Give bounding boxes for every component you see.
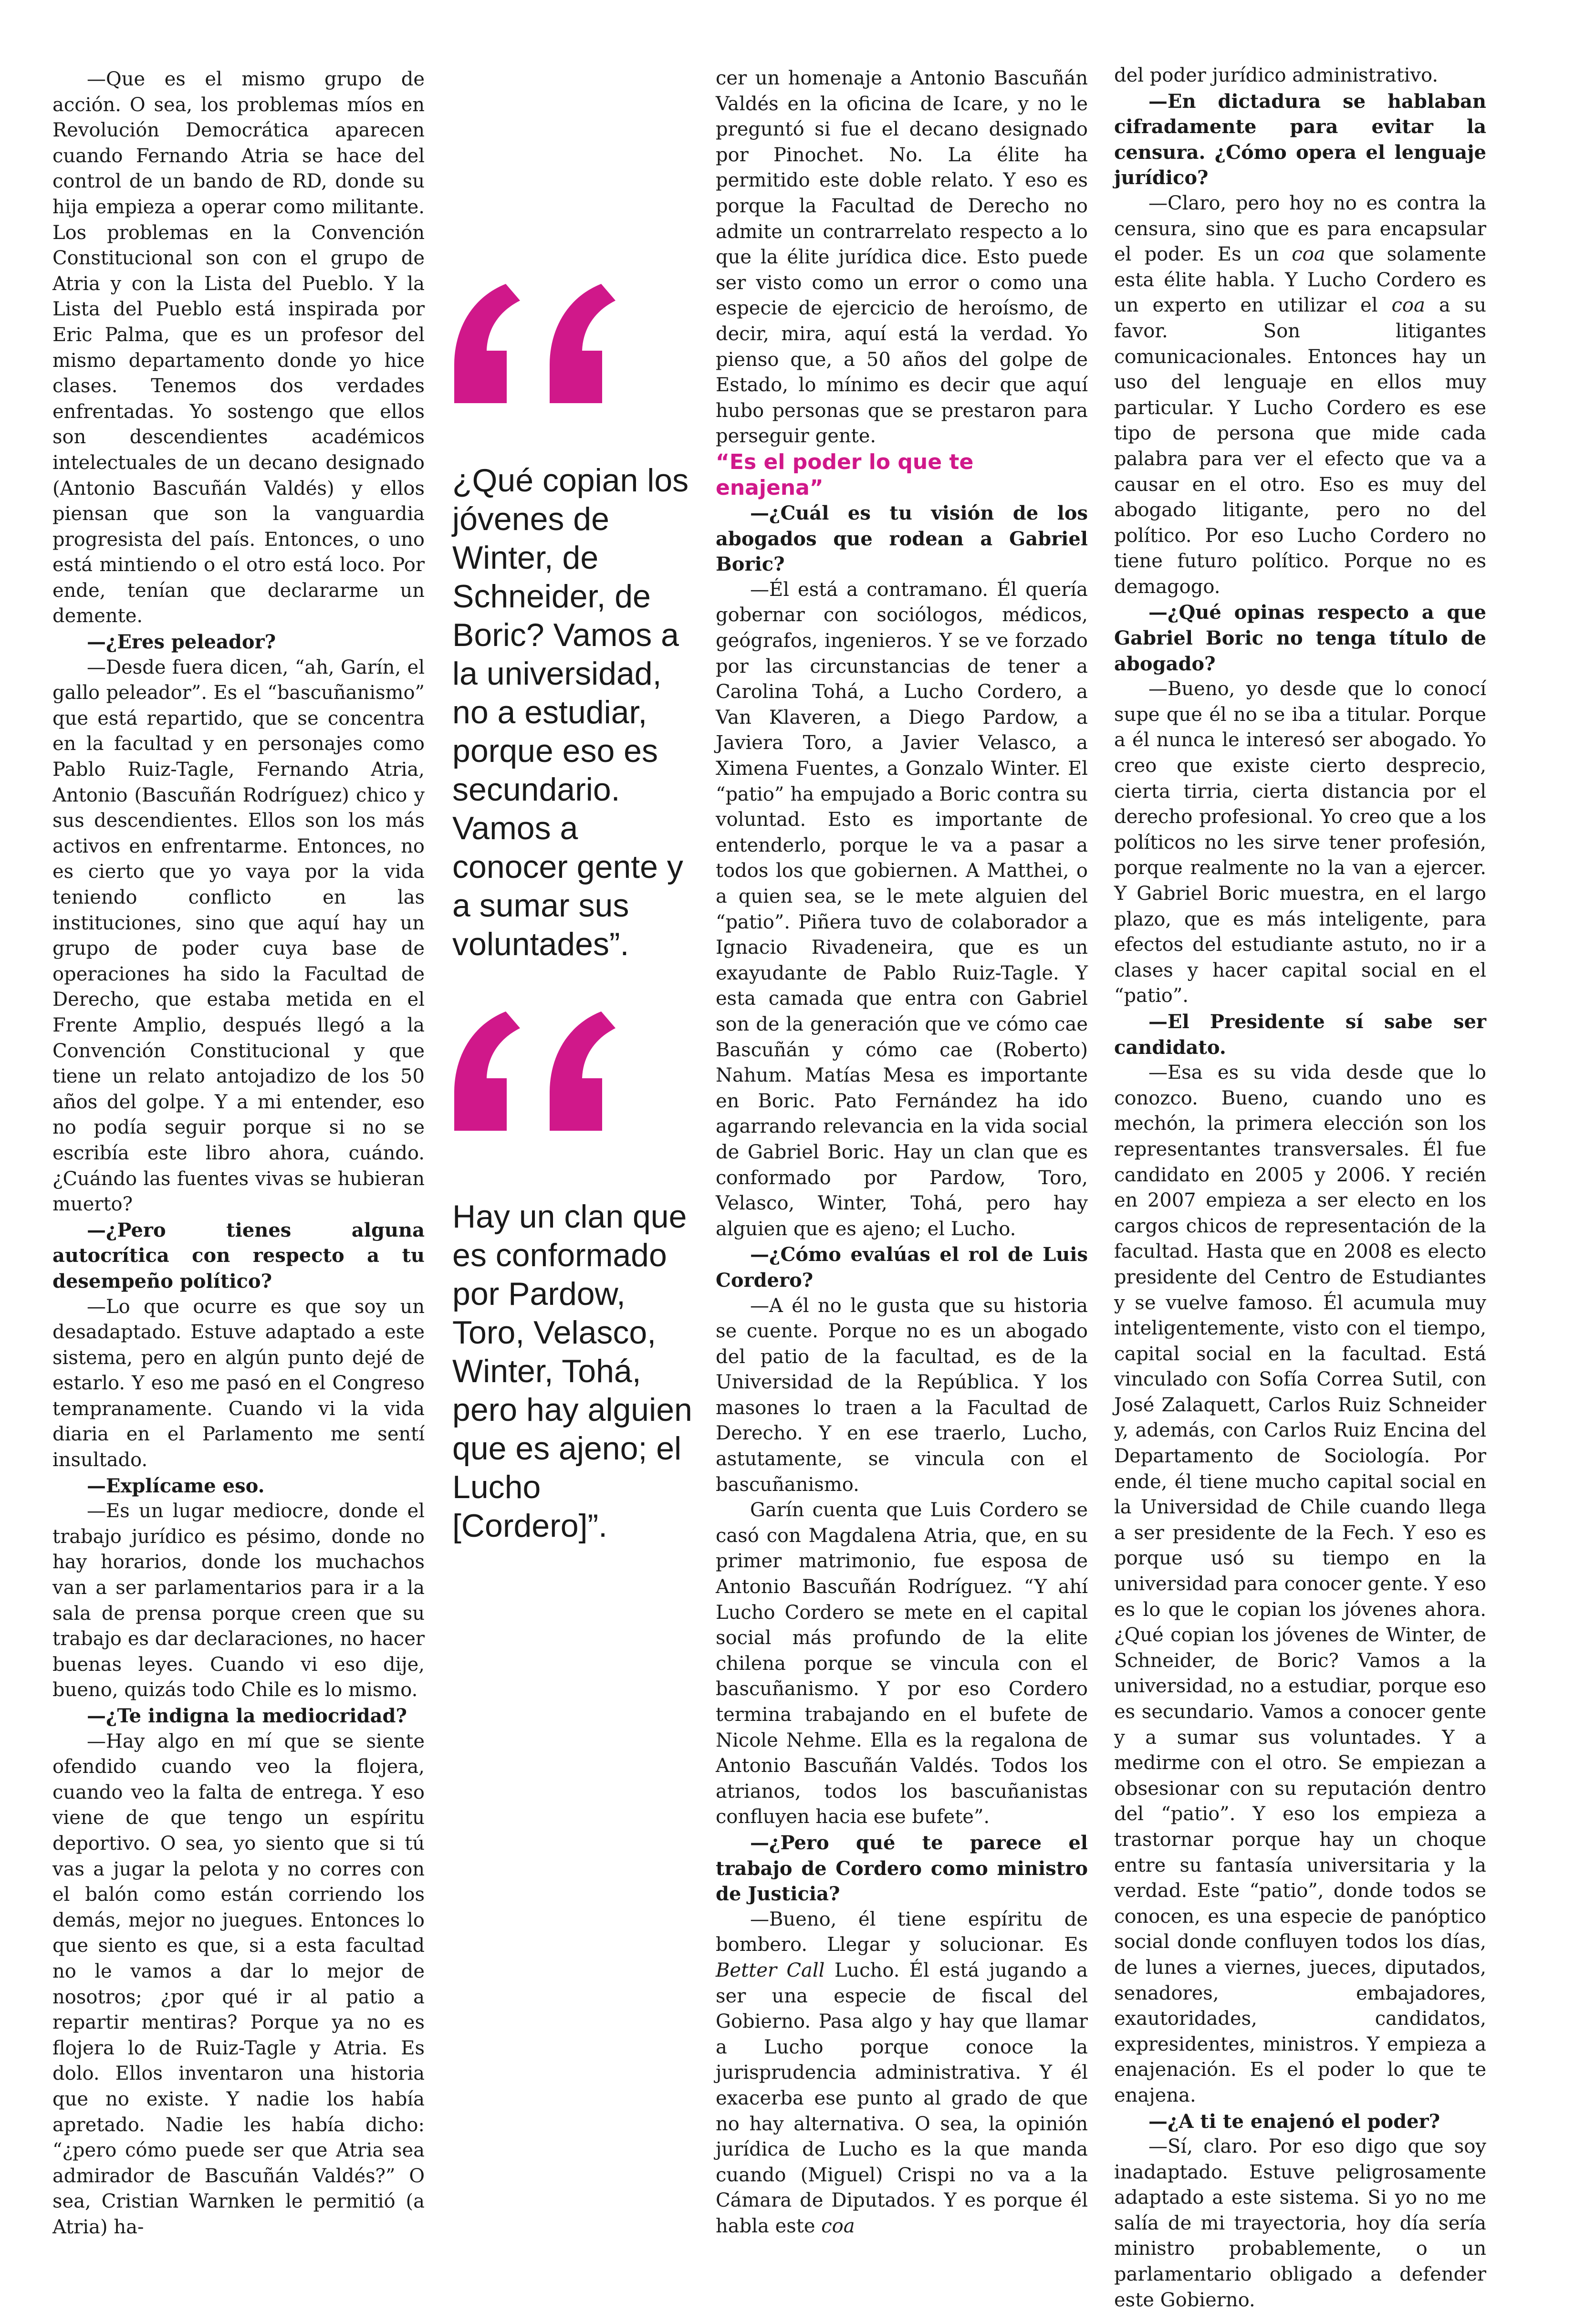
interview-question: —Explícame eso. [87, 1474, 265, 1497]
interview-question: —En dictadura se hablaban cifradamente para evitar la censura. ¿Cómo opera el lenguaje jurídico? [1114, 90, 1486, 189]
continued-paragraph: del poder jurídico administrativo. [1114, 64, 1439, 86]
interview-question: —El Presidente sí sabe ser candidato. [1114, 1010, 1486, 1059]
body-paragraph: —Bueno, yo desde que lo conocí supe que él no se iba a titular. Porque a él nunca le interesó ser abogado. Yo creo que existe cierto desprecio, cierta tirria, cierta distancia por el derecho profesional. Yo creo que a los políticos no les sirve tener profesión, porque realmente no la van a ejercer. Y Gabriel Boric muestra, en el largo plazo, que es más inteligente, para efectos del estudiante astuto, no ir a clases y hacer capital social en el “patio”. [1114, 678, 1486, 1007]
section-subheading: “Es el poder lo que te enajena” [716, 449, 974, 500]
quote-mark-icon [449, 1007, 620, 1136]
paragraph-text: Lucho. Él está jugando a ser una especie de fiscal del Gobierno. Pasa algo y hay que llamar a Lucho porque conoce la jurisprudencia administrativa. Y él exacerba ese punto al grado de que no hay alternativa. O sea, la opinión jurídica de Lucho es la que manda cuando (Miguel) Crispi no va a la Cámara de Diputados. Y es porque él habla este [716, 1959, 1088, 2237]
body-paragraph: —Él está a contramano. Él quería gobernar con sociólogos, médicos, geógrafos, ingenieros. Y se ve forzado por las circunstancias de tener a Carolina Tohá, a Lucho Cordero, a Van Klaveren, a Diego Pardow, a Javiera Toro, a Javier Velasco, a Ximena Fuentes, a Gonzalo Winter. El “patio” ha empujado a Boric contra su voluntad. Esto es importante de entenderlo, porque le va a pasar a todos los que gobiernen. A Matthei, o a quien sea, se le mete alguien del “patio”. Piñera tuvo de colaborador a Ignacio Rivadeneira, que es un exayudante de Pablo Ruiz-Tagle. Y esta camada que entra con Gabriel son de la generación que ve cómo cae Bascuñán y cómo cae (Roberto) Nahum. Matías Mesa es importante en Boric. Pato Fernández ha ido agarrando relevancia en la vida social de Gabriel Boric. Hay un clan que es conformado por Pardow, Toro, Velasco, Winter, Tohá, pero hay alguien que es ajeno; el Lucho. [716, 578, 1088, 1240]
interview-question: —¿A ti te enajenó el poder? [1148, 2110, 1440, 2133]
paragraph-text: a su favor. Son litigantes comunicacionales. Entonces hay un uso del lenguaje en ellos muy particular. Y Lucho Cordero es ese tipo de persona que mide cada palabra para ver el efecto que va a causar en el otro. Eso es muy del abogado litigante, pero no del político. Por eso Lucho Cordero no tiene futuro político. Porque no es demagogo. [1114, 294, 1486, 598]
article-column-1 [52, 67, 425, 2240]
paragraph-text: —Bueno, él tiene espíritu de bombero. Llegar y solucionar. Es [716, 1908, 1088, 1956]
body-paragraph: —Esa es su vida desde que lo conozco. Bueno, cuando uno es mechón, la primera elección son los representantes transversales. Él fue candidato en 2005 y 2006. Y recién en 2007 empieza a ser electo en los cargos chicos de representación de la facultad. Hasta que en 2008 es electo presidente del Centro de Estudiantes y se vuelve famoso. Él acumula muy inteligentemente, visto con el tiempo, capital social en la facultad. Está vinculado con Sofía Correa Sutil, con José Zalaquett, Carlos Ruiz Schneider y, además, con Carlos Ruiz Encina del Departamento de Sociología. Por ende, él tiene mucho capital social en la Universidad de Chile cuando llega a ser presidente de la Fech. Y eso es porque usó su tiempo en la universidad para conocer gente. Y eso es lo que le copian los jóvenes ahora. ¿Qué copian los jóvenes de Winter, de Schneider, de Boric? Vamos a la universidad, no a estudiar, porque eso es secundario. Vamos a conocer gente y a sumar sus voluntades. Y a medirme con el otro. Se empiezan a obsesionar con su reputación dentro del “patio”. Y eso los empieza a trastornar porque hay un choque entre su fantasía universitaria y la verdad. Este “patio”, donde todos se conocen, es una especie de panóptico social donde confluyen todos los días, de lunes a viernes, jueces, diputados, senadores, embajadores, exautoridades, candidatos, expresidentes, ministros. Y empieza a enajenación. Es el poder lo que te enajena. [1114, 1062, 1486, 2106]
italic-term: coa [1391, 294, 1425, 317]
interview-question: —¿Cuál es tu visión de los abogados que rodean a Gabriel Boric? [716, 502, 1088, 576]
pull-quote-1: ¿Qué copian los jóvenes de Winter, de Schneider, de Boric? Vamos a la universidad, no a estudiar, porque eso es secundario. Vamos a conocer gente y a sumar sus voluntades”. [452, 462, 689, 962]
interview-question: —¿Te indigna la mediocridad? [87, 1705, 407, 1727]
body-paragraph [716, 1907, 1088, 2240]
paragraph-text: que solamente esta élite habla. Y Lucho Cordero es un experto en utilizar el [1114, 243, 1487, 317]
article-column-2 [716, 66, 1088, 2239]
italic-term: Better Call [716, 1959, 825, 1981]
interview-question: —¿Pero tienes alguna autocrítica con respecto a tu desempeño político? [52, 1219, 425, 1292]
interview-question: —¿Pero qué te parece el trabajo de Cordero como ministro de Justicia? [716, 1831, 1088, 1906]
italic-term: coa [1292, 243, 1325, 266]
continued-paragraph: cer un homenaje a Antonio Bascuñán Valdés en la oficina de Icare, y no le preguntó si fue el decano designado por Pinochet. No. La élite ha permitido este doble relato. Y eso es porque la Facultad de Derecho no admite un contrarrelato respecto a lo que la élite jurídica dice. Esto puede ser visto como un error o como una especie de ejercicio de heroísmo, de decir, mira, aquí está la verdad. Yo pienso que, a 50 años del golpe de Estado, lo mínimo es decir que aquí hubo personas que se prestaron para perseguir gente. [716, 67, 1088, 448]
paragraph-text: —Claro, pero hoy no es contra la censura, sino que es para encapsular el poder. Es un [1114, 192, 1486, 266]
body-paragraph: —Lo que ocurre es que soy un desadaptado. Estuve adaptado a este sistema, pero en algún punto dejé de estarlo. Y eso me pasó en el Congreso tempranamente. Cuando vi la vida diaria en el Parlamento me sentí insultado. [52, 1295, 425, 1471]
body-paragraph: Garín cuenta que Luis Cordero se casó con Magdalena Atria, que, en su primer matrimonio, fue esposa de Antonio Bascuñán Rodríguez. “Y ahí Lucho Cordero se mete en el capital social más profundo de la elite chilena porque se vincula con el bascuñanismo. Y por eso Cordero termina trabajando en el bufete de Nicole Nehme. Ella es la regalona de Antonio Bascuñán Valdés. Todos los atrianos, todos los bascuñanistas confluyen hacia ese bufete”. [716, 1499, 1088, 1828]
body-paragraph: —Es un lugar mediocre, donde el trabajo jurídico es pésimo, donde no hay horarios, donde los muchachos van a ser parlamentarios para ir a la sala de prensa porque creen que su trabajo es dar declaraciones, no hacer buenas leyes. Cuando vi eso dije, bueno, quizás todo Chile es lo mismo. [52, 1500, 425, 1701]
body-paragraph [1114, 191, 1486, 600]
interview-question: —¿Cómo evalúas el rol de Luis Cordero? [716, 1243, 1088, 1292]
body-paragraph: —Sí, claro. Por eso digo que soy inadaptado. Estuve peligrosamente adaptado a este sistema. Si yo no me salía de mi trayectoria, hoy día sería ministro probablemente, o un parlamentario obligado a defender este Gobierno. [1114, 2136, 1486, 2311]
interview-question: —¿Eres peleador? [87, 631, 276, 654]
body-paragraph: —Hay algo en mí que se siente ofendido cuando veo la flojera, cuando veo la falta de entrega. Y eso viene de que tengo un espíritu deportivo. O sea, yo siento que si tú vas a jugar la pelota y no corres con el balón como están corriendo los demás, mejor no juegues. Entonces lo que siento es que, si a esta facultad no le vamos a dar lo mejor de nosotros; ¿por qué ir al patio a repartir mentiras? Porque ya no es flojera lo de Ruiz-Tagle y Atria. Es dolo. Ellos inventaron una historia que no existe. Y nadie los había apretado. Nadie les había dicho: “¿pero cómo puede ser que Atria sea admirador de Bascuñán Valdés?” O sea, Cristian Warnken le permitió (a Atria) ha- [52, 1730, 425, 2238]
body-paragraph: —Que es el mismo grupo de acción. O sea, los problemas míos en Revolución Democrática aparecen cuando Fernando Atria se hace del control de un bando de RD, donde su hija empieza a operar como militante. Los problemas en la Convención Constitucional son con el grupo de Atria y con la Lista del Pueblo. Y la Lista del Pueblo está inspirada por Eric Palma, que es un profesor del mismo departamento donde yo hice clases. Tenemos dos verdades enfrentadas. Yo sostengo que ellos son descendientes académicos intelectuales de un decano designado (Antonio Bascuñán Valdés) y ellos piensan que son la vanguardia progresista del país. Entonces, o uno está mintiendo o el otro está loco. Por ende, tenían que declararme un demente. [52, 68, 425, 627]
body-paragraph: —A él no le gusta que su historia se cuente. Porque no es un abogado del patio de la facultad, es de la Universidad de la República. Y los masones lo traen a la Facultad de Derecho. Y en ese traerlo, Lucho, astutamente, se vincula con el bascuñanismo. [716, 1294, 1088, 1496]
pull-quote-2: Hay un clan que es conformado por Pardow, Toro, Velasco, Winter, Tohá, pero hay alguien que es ajeno; el Lucho [Cordero]”. [452, 1198, 692, 1544]
quote-mark-icon [449, 279, 620, 408]
body-paragraph: —Desde fuera dicen, “ah, Garín, el gallo peleador”. Es el “bascuñanismo” que está repartido, que se concentra en la facultad y en personajes como Pablo Ruiz-Tagle, Fernando Atria, Antonio (Bascuñán Rodríguez) chico y sus descendientes. Ellos son los más activos en enfrentarme. Entonces, no es cierto que yo vaya por la vida teniendo conflicto en las instituciones, sino que aquí hay un grupo de poder cuya base de operaciones ha sido la Facultad de Derecho, que estaba metida en el Frente Amplio, después llegó a la Convención Constitucional y que tiene un relato antojadizo de los 50 años del golpe. Y a mi entender, eso no podía seguir porque si no se escribía este libro ahora, cuándo. ¿Cuándo las fuentes vivas se hubieran muerto? [52, 656, 425, 1216]
article-column-3 [1114, 63, 1486, 2313]
italic-term: coa [821, 2215, 855, 2237]
interview-question: —¿Qué opinas respecto a que Gabriel Boric no tenga título de abogado? [1114, 601, 1486, 675]
